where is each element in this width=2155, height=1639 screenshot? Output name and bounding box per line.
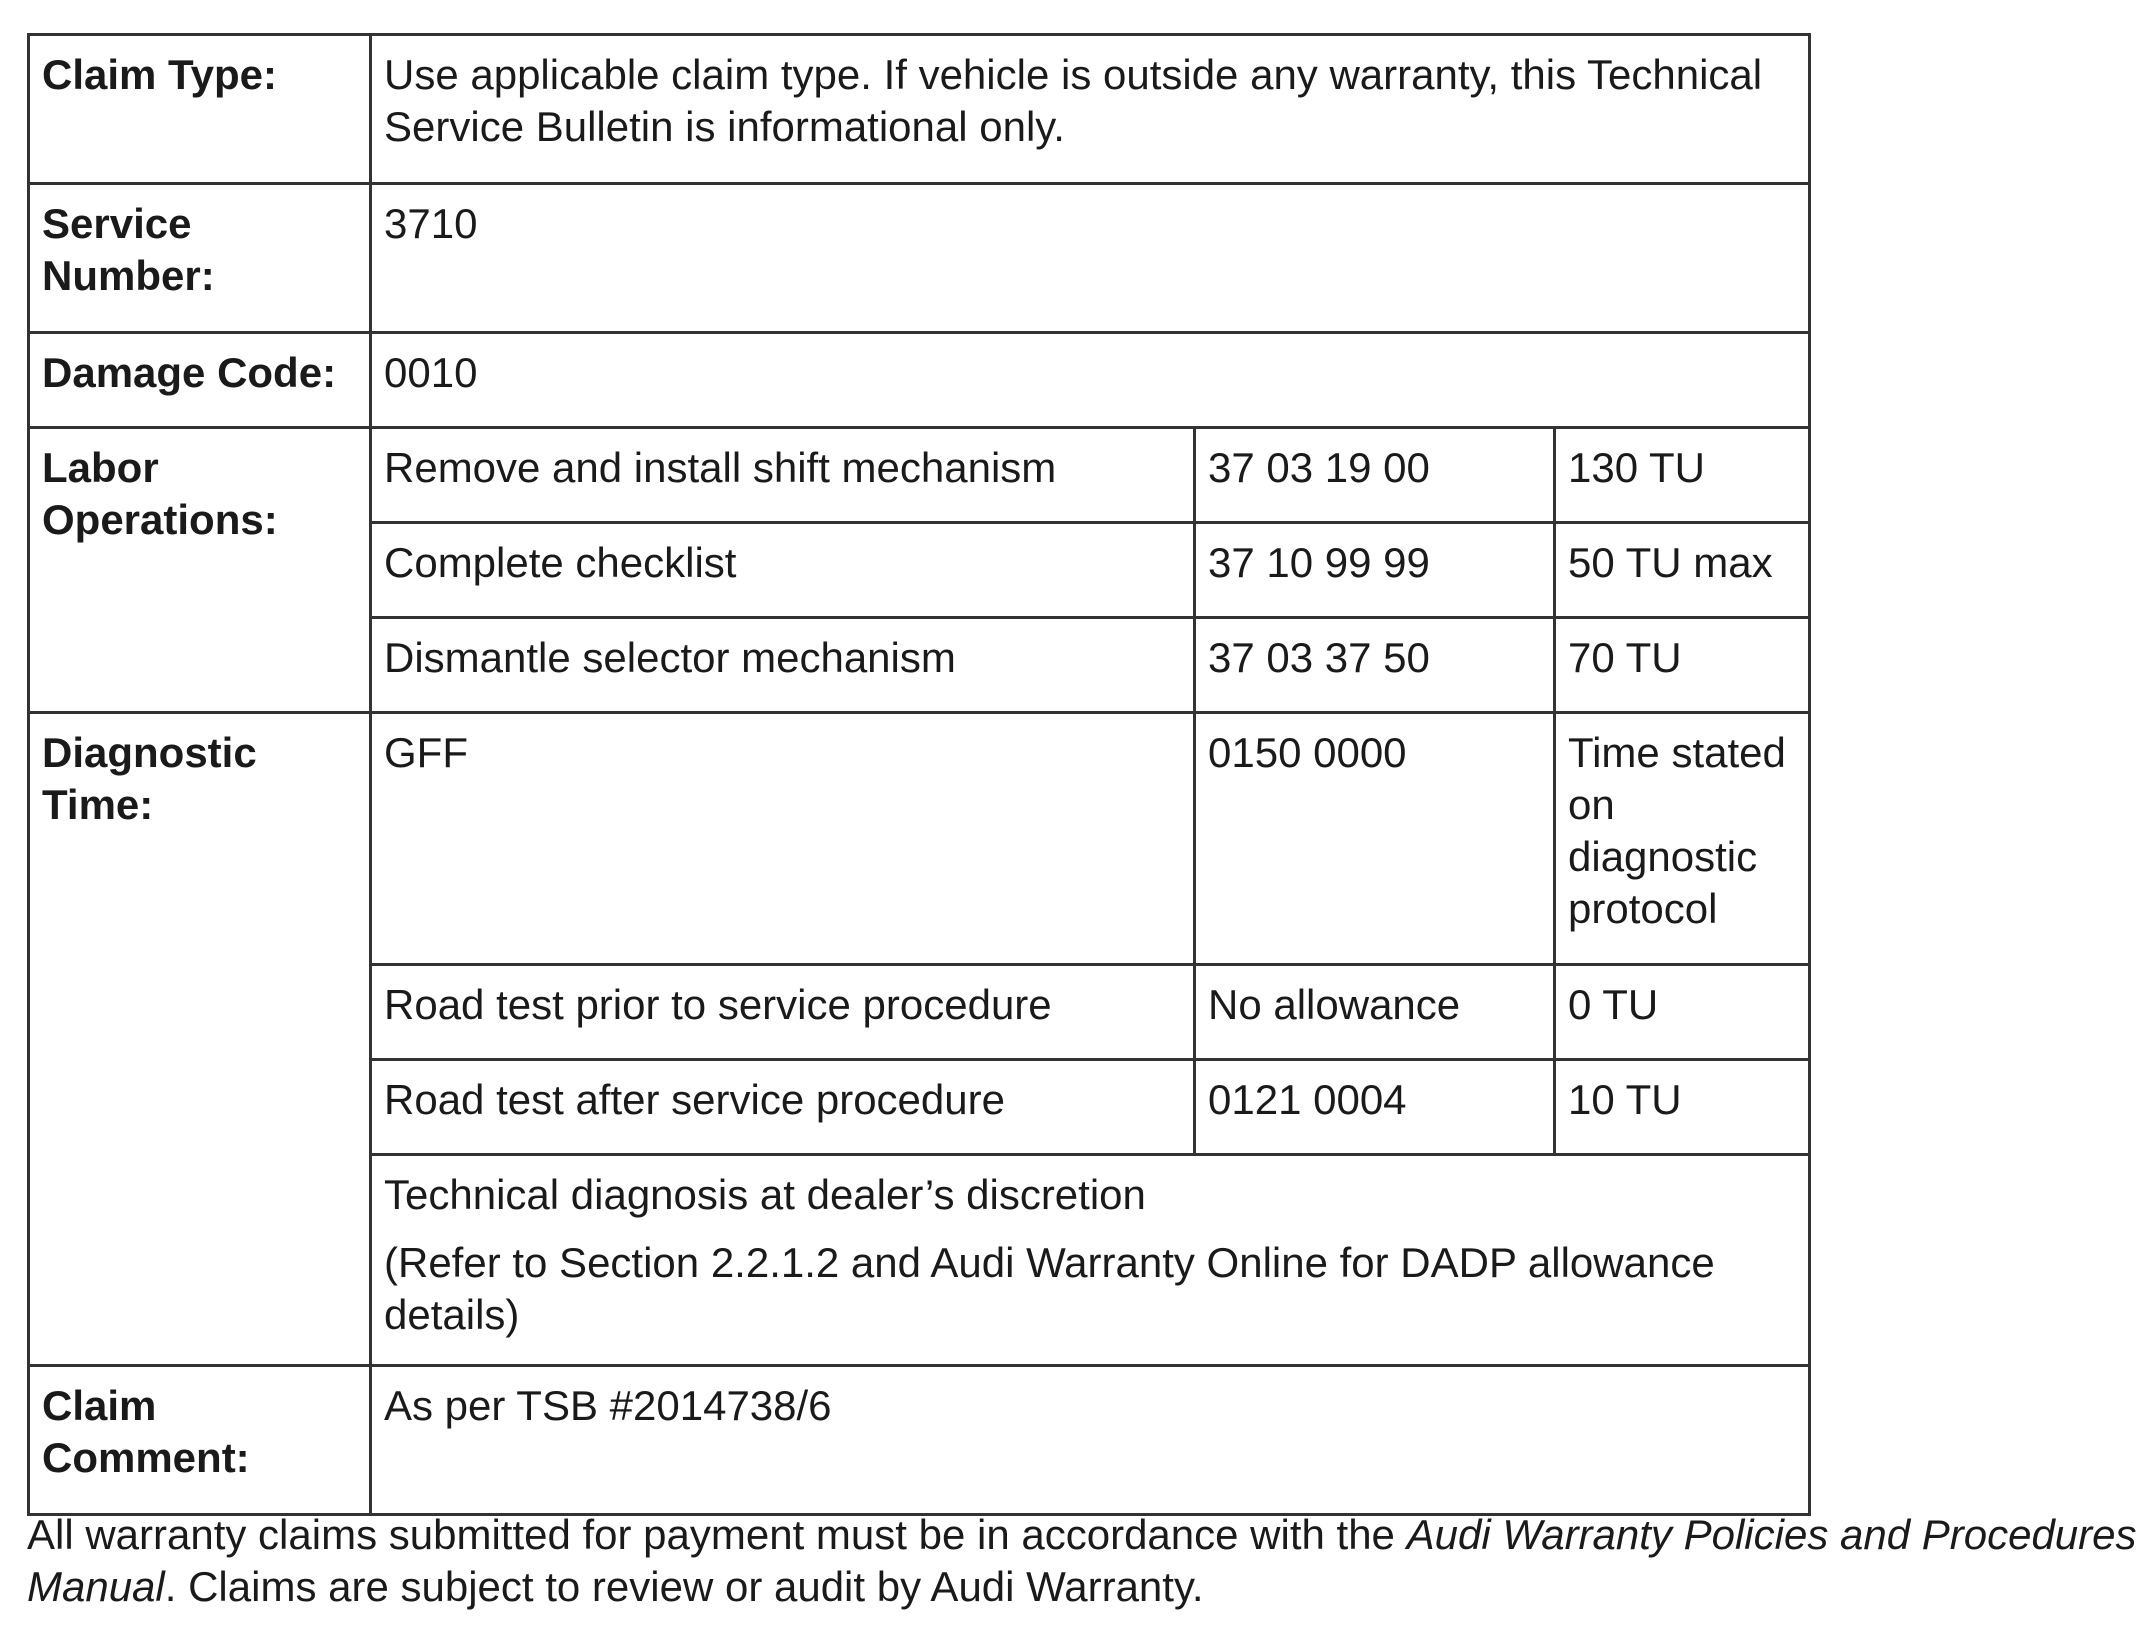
diagnostic-description: Road test after service procedure <box>371 1060 1195 1155</box>
footer-text-end: . Claims are subject to review or audit by Audi Warranty. <box>164 1563 1204 1610</box>
service-number-value: 3710 <box>371 184 1810 333</box>
labor-operations-label: Labor Operations: <box>29 428 371 713</box>
labor-operation-time: 130 TU <box>1555 428 1810 523</box>
diagnostic-time-value: 10 TU <box>1555 1060 1810 1155</box>
labor-operation-time: 70 TU <box>1555 618 1810 713</box>
claim-comment-label: Claim Comment: <box>29 1366 371 1515</box>
labor-operation-description: Complete checklist <box>371 523 1195 618</box>
service-number-row <box>29 184 1810 333</box>
claim-comment-value: As per TSB #2014738/6 <box>371 1366 1810 1515</box>
labor-operation-time: 50 TU max <box>1555 523 1810 618</box>
diagnostic-description: GFF <box>371 713 1195 965</box>
claim-comment-row <box>29 1366 1810 1515</box>
damage-code-label: Damage Code: <box>29 333 371 428</box>
diagnostic-description: Road test prior to service procedure <box>371 965 1195 1060</box>
diagnostic-time-value: 0 TU <box>1555 965 1810 1060</box>
labor-operation-description: Remove and install shift mechanism <box>371 428 1195 523</box>
labor-operation-row <box>29 428 1810 523</box>
claim-type-row <box>29 35 1810 184</box>
dadp-reference-note: (Refer to Section 2.2.1.2 and Audi Warranty Online for DADP allowance details) <box>384 1239 1715 1338</box>
labor-operation-code: 37 03 19 00 <box>1195 428 1555 523</box>
diagnostic-code: 0121 0004 <box>1195 1060 1555 1155</box>
diagnostic-code: No allowance <box>1195 965 1555 1060</box>
diagnostic-time-label: Diagnostic Time: <box>29 713 371 1366</box>
labor-operation-code: 37 03 37 50 <box>1195 618 1555 713</box>
warranty-footer-note <box>27 1509 2147 1613</box>
diagnostic-time-value: Time stated on diagnostic protocol <box>1555 713 1810 965</box>
footer-text-start: All warranty claims submitted for payment must be in accordance with the <box>27 1511 1407 1558</box>
diagnostic-code: 0150 0000 <box>1195 713 1555 965</box>
labor-operation-code: 37 10 99 99 <box>1195 523 1555 618</box>
damage-code-value: 0010 <box>371 333 1810 428</box>
labor-operation-description: Dismantle selector mechanism <box>371 618 1195 713</box>
claim-type-value: Use applicable claim type. If vehicle is outside any warranty, this Technical Service Bulletin is informational only. <box>371 35 1810 184</box>
technical-diagnosis-note: Technical diagnosis at dealer’s discretion <box>384 1171 1146 1218</box>
warranty-claim-table <box>27 33 1811 1516</box>
manual-title: Audi Warranty Policies and Procedures Manual <box>27 1511 2137 1610</box>
service-number-label: Service Number: <box>29 184 371 333</box>
technical-diagnosis-cell <box>371 1155 1810 1366</box>
claim-type-label: Claim Type: <box>29 35 371 184</box>
diagnostic-time-row <box>29 713 1810 965</box>
damage-code-row <box>29 333 1810 428</box>
